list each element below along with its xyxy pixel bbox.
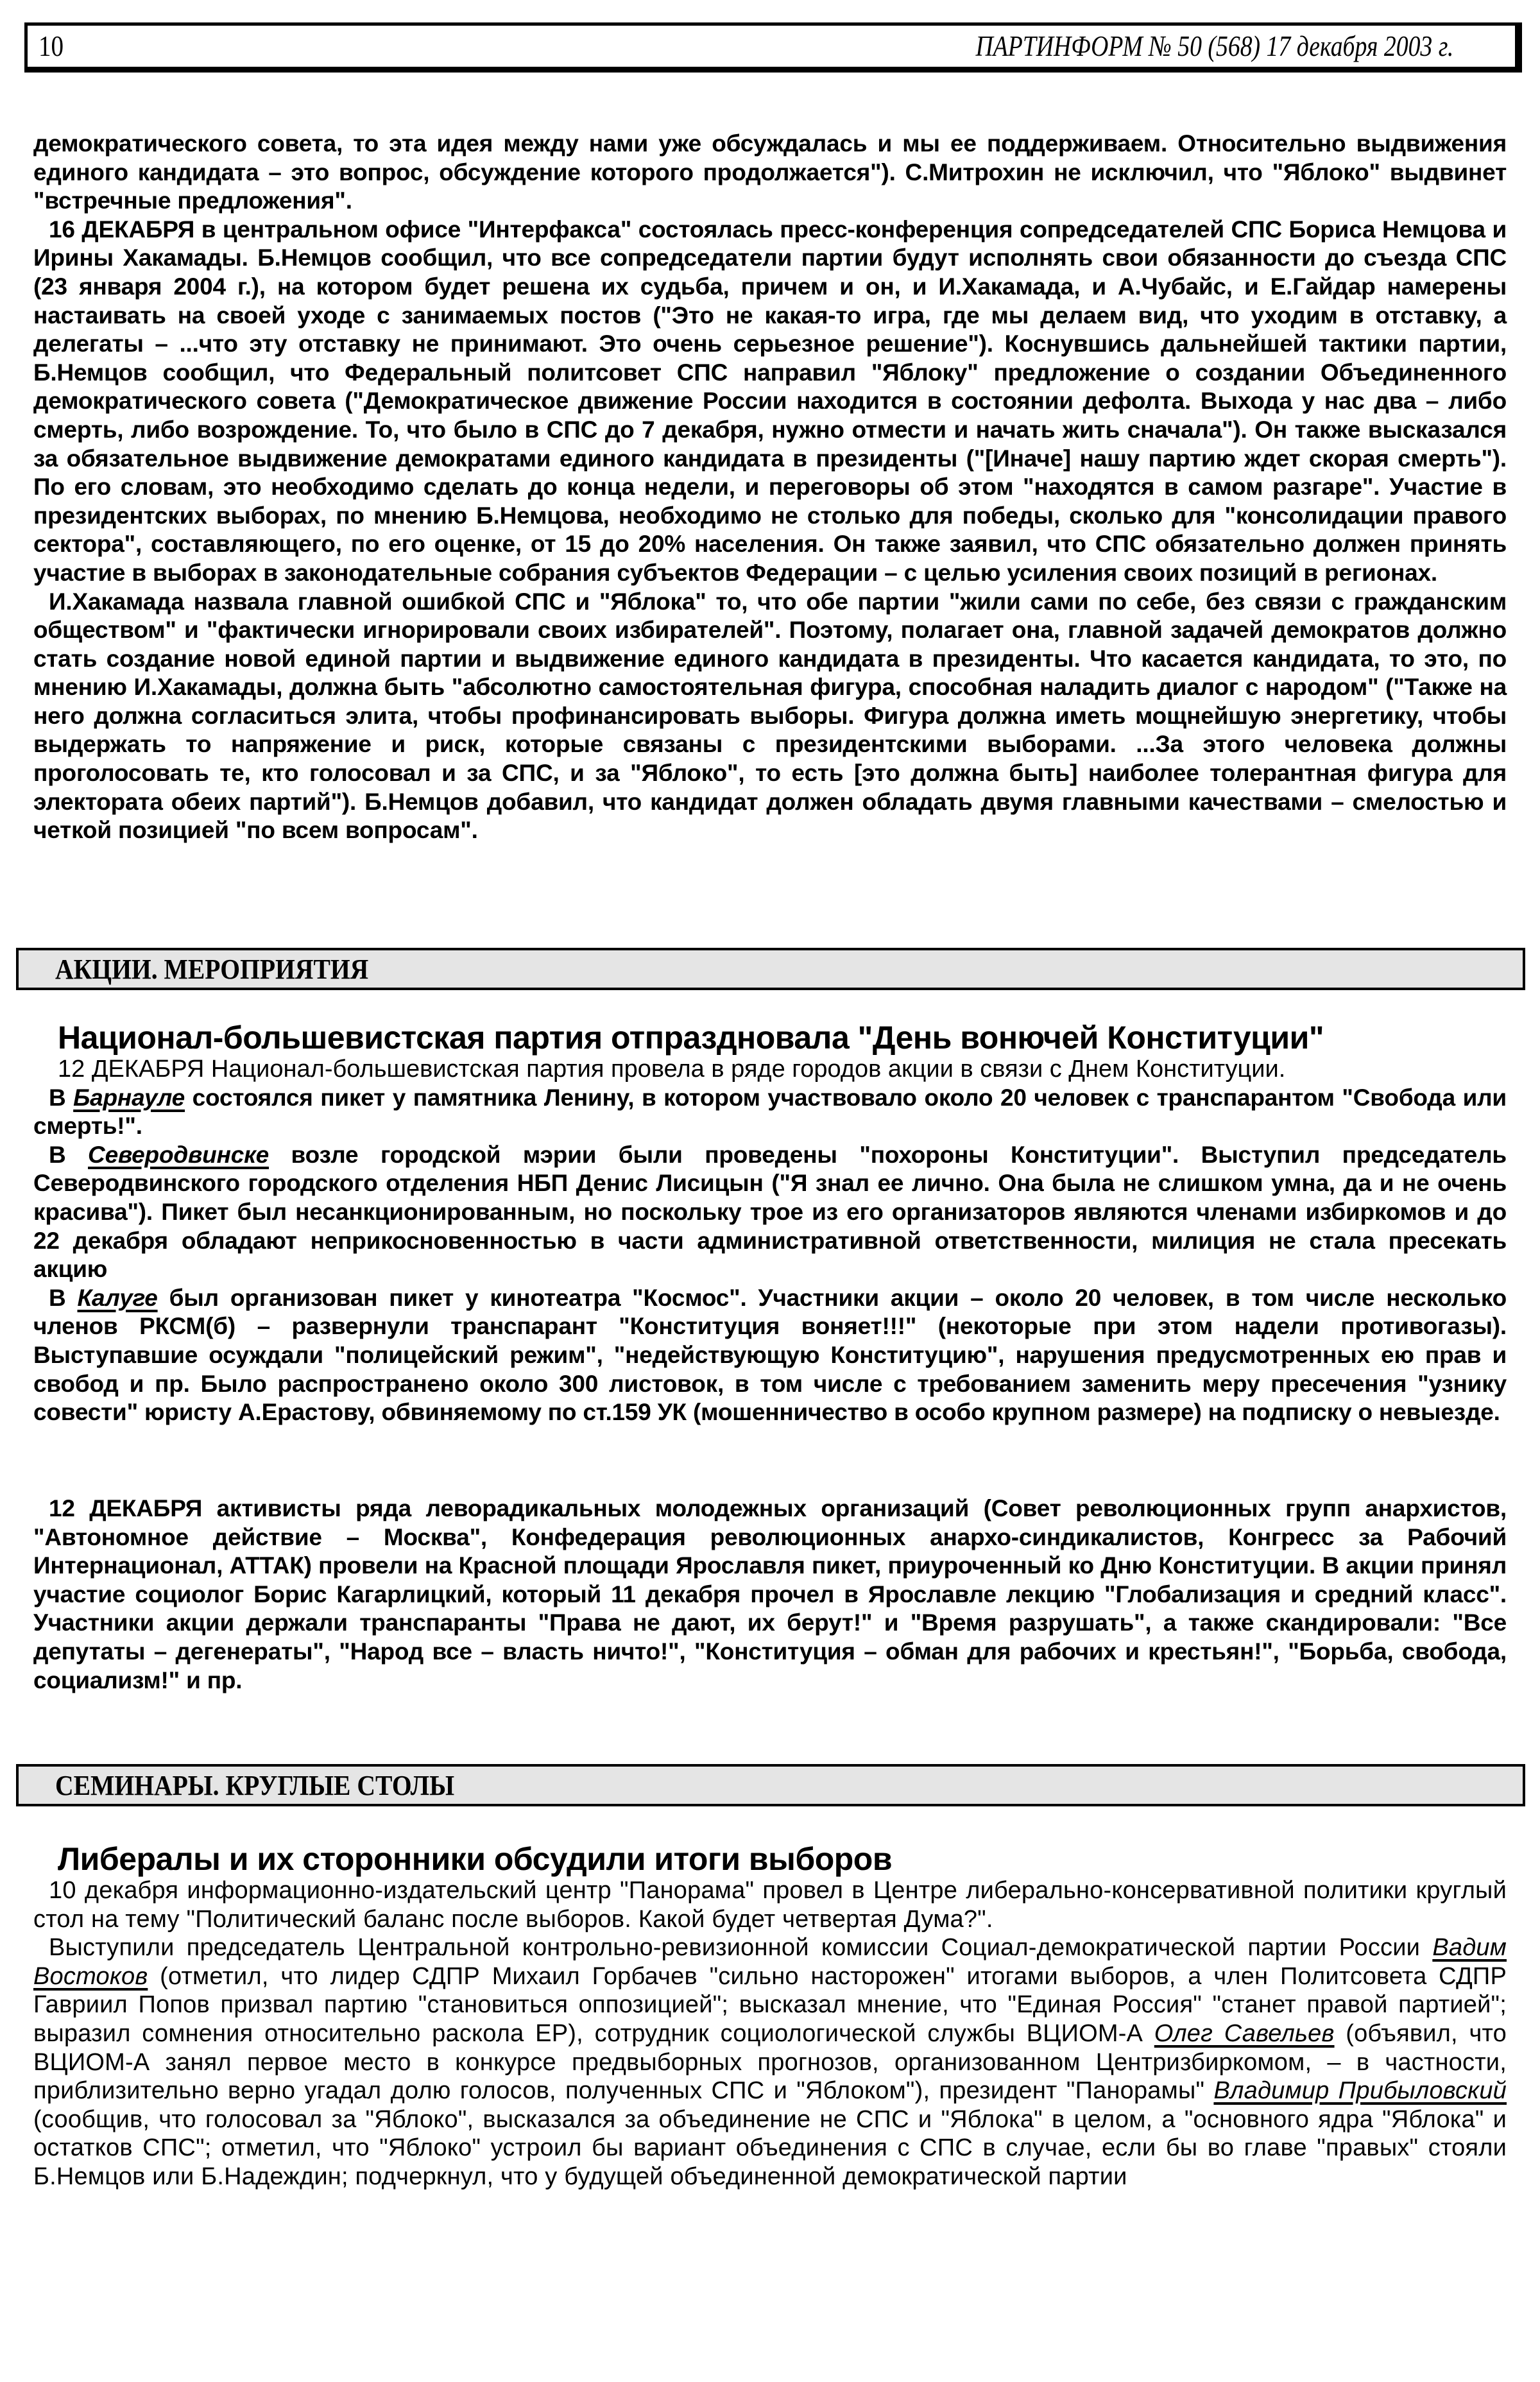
city-link-severodvinsk[interactable]: Северодвинске xyxy=(88,1141,270,1168)
article-lead: 12 ДЕКАБРЯ Национал-большевистская партия провела в ряде городов акции в связи с Днем Конституции. xyxy=(58,1056,1286,1083)
intro-paragraph-2: 16 ДЕКАБРЯ в центральном офисе "Интерфакса" состоялась пресс-конференция сопредседателей СПС Бориса Немцова и Ирины Хакамады. Б.Немцов сообщил, что все сопредседатели партии будут исполнять свои обязанности до съезда СПС (23 января 2004 г.), на котором будет решена их судьба, причем и он, и И.Хакамада, и А.Чубайс, и Е.Гайдар намерены настаивать на своей уходе с занимаемых постов ("Это не какая-то игра, где мы делаем вид, что уходим в отставку, а делегаты – ...что эту отставку не принимают. Это очень серьезное решение"). Коснувшись дальнейшей тактики партии, Б.Немцов сообщил, что Федеральный политсовет СПС направил "Яблоку" предложение о создании Объединенного демократического совета ("Демократическое движение России находится в состоянии дефолта. Выхода у нас два – либо смерть, либо возрождение. То, что было в СПС до 7 декабря, нужно отмести и начать жить сначала"). Он также высказался за обязательное выдвижение демократами единого кандидата в президенты ("[Иначе] нашу партию ждет скорая смерть"). По его словам, это необходимо сделать до конца недели, и переговоры об этом "находятся в самом разгаре". Участие в президентских выборах, по мнению Б.Немцова, необходимо не столько для победы, сколько для "консолидации правого сектора", составляющего, по его оценке, от 15 до 20% населения. Он также заявил, что СПС обязательно должен принять участие в выборах в законодательные собрания субъектов Федерации – с целью усиления своих позиций в регионах. xyxy=(33,216,1507,586)
intro-paragraph-3: И.Хакамада назвала главной ошибкой СПС и "Яблока" то, что обе партии "жили сами по себе, без связи с гражданским обществом" и "фактически игнорировали своих избирателей". Поэтому, полагает она, главной задачей демократов должно стать создание новой единой партии и выдвижение единого кандидата в президенты. Что касается кандидата, то это, по мнению И.Хакамады, должна быть "абсолютно самостоятельная фигура, способная наладить диалог с народом" ("Также на него должна согласиться элита, чтобы профинансировать выборы. Фигура должна иметь мощнейшую энергетику, чтобы выдержать то напряжение и риск, которые связаны с президентскими выборами. ...За этого человека должны проголосовать те, кто голосовал и за СПС, и за "Яблоко", то есть [это должна быть] наиболее толерантная фигура для электората обеих партий"). Б.Немцов добавил, что кандидат должен обладать двумя главными качествами – смелостью и четкой позицией "по всем вопросам". xyxy=(33,588,1507,844)
city-link-barnaul[interactable]: Барнауле xyxy=(73,1084,185,1111)
article-body xyxy=(33,1933,1507,2191)
article-paragraph-barnaul xyxy=(33,1084,1507,1141)
article-paragraph-severodvinsk xyxy=(33,1141,1507,1284)
section-header-actions xyxy=(16,948,1525,990)
person-link-vostokov[interactable]: Вадим Востоков xyxy=(33,1934,1507,1990)
paragraph-prefix: В xyxy=(49,1284,78,1311)
paragraph-prefix: В xyxy=(49,1141,89,1168)
body-text: (сообщив, что голосовал за "Яблоко", высказался за объединение не СПС и "Яблока" в целом, а "основного ядра "Яблока" и остатков СПС"; отметил, что "Яблоко" устроил бы вариант объединения с СПС в случае, если бы во главе "правых" стояли Б.Немцов или Б.Надеждин; подчеркнул, что у будущей объединенной демократической партии xyxy=(33,2105,1507,2190)
paragraph-text: состоялся пикет у памятника Ленину, в котором участвовало около 20 человек с транспарантом "Свобода или смерть!". xyxy=(33,1084,1507,1140)
paragraph-text: возле городской мэрии были проведены "похороны Конституции". Выступил председатель Северодвинского городского отделения НБП Денис Лисицын ("Я знал ее лично. Она была не слишком умна, да и не очень красива"). Пикет был несанкционированным, но поскольку трое из его организаторов являются членами избиркомов и до 22 декабря обладают неприкосновенностью в части административной ответственности, милиция не стала пресекать акцию xyxy=(33,1141,1507,1283)
body-text: Выступили председатель Центральной контрольно-ревизионной комиссии Социал-демократической партии России xyxy=(49,1934,1433,1962)
section-title: АКЦИИ. МЕРОПРИЯТИЯ xyxy=(55,954,369,985)
intro-paragraph-1: демократического совета, то эта идея между нами уже обсуждалась и мы ее поддерживаем. Относительно выдвижения единого кандидата – это вопрос, обсуждение которого продолжается"). С.Митрохин не исключил, что "Яблоко" выдвинет "встречные предложения". xyxy=(33,130,1507,214)
section-title: СЕМИНАРЫ. КРУГЛЫЕ СТОЛЫ xyxy=(55,1770,455,1801)
article-lead: 10 декабря информационно-издательский центр "Панорама" провел в Центре либерально-консервативной политики круглый стол на тему "Политический баланс после выборов. Какой будет четвертая Дума?". xyxy=(33,1877,1507,1933)
article-headline: Либералы и их сторонники обсудили итоги выборов xyxy=(58,1841,893,1877)
page-header xyxy=(24,22,1522,73)
article-headline: Национал-большевистская партия отпраздновала "День вонючей Конституции" xyxy=(58,1020,1324,1056)
section-header-seminars xyxy=(16,1764,1525,1806)
body-text: (отметил, что лидер СДПР Михаил Горбачев "сильно насторожен" итогами выборов, а член Политсовета СДПР Гавриил Попов призвал партию "становиться оппозицией"; высказал мнение, что "Единая Россия" "станет правой партией"; выразил сомнения относительно раскола ЕР), сотрудник социологической службы ВЦИОМ-А xyxy=(33,1962,1507,2047)
article-nbp xyxy=(33,1020,1507,1427)
article-yaroslavl xyxy=(33,1495,1507,1695)
page-number: 10 xyxy=(38,30,64,62)
intro-block xyxy=(33,130,1507,845)
paragraph-prefix: В xyxy=(49,1084,74,1111)
city-link-kaluga[interactable]: Калуге xyxy=(77,1284,158,1311)
person-link-savelyev[interactable]: Олег Савельев xyxy=(1154,2019,1335,2047)
article-liberals xyxy=(33,1842,1507,2191)
issue-info: ПАРТИНФОРМ № 50 (568) 17 декабря 2003 г. xyxy=(975,30,1453,62)
article-paragraph-yaroslavl: 12 ДЕКАБРЯ активисты ряда леворадикальных молодежных организаций (Совет революционных групп анархистов, "Автономное действие – Москва", Конфедерация революционных анархо-синдикалистов, Конгресс за Рабочий Интернационал, АТТАК) провели на Красной площади Ярославля пикет, приуроченный ко Дню Конституции. В акции принял участие социолог Борис Кагарлицкий, который 11 декабря прочел в Ярославле лекцию "Глобализация и средний класс". Участники акции держали транспаранты "Права не дают, их берут!" и "Время разрушать", а также скандировали: "Все депутаты – дегенераты", "Народ все – власть ничто!", "Конституция – обман для рабочих и крестьян!", "Борьба, свобода, социализм!" и пр. xyxy=(33,1495,1507,1693)
article-paragraph-kaluga xyxy=(33,1284,1507,1427)
paragraph-text: был организован пикет у кинотеатра "Космос". Участники акции – около 20 человек, в том числе несколько членов РКСМ(б) – развернули транспарант "Конституция воняет!!!" (некоторые при этом надели противогазы). Выступавшие осуждали "полицейский режим", "недействующую Конституцию", нарушения предусмотренных ею прав и свобод и пр. Было распространено около 300 листовок, в том числе с требованием заменить меру пресечения "узнику совести" юристу А.Ерастову, обвиняемому по ст.159 УК (мошенничество в особо крупном размере) на подписку о невыезде. xyxy=(33,1284,1507,1426)
person-link-pribylovsky[interactable]: Владимир Прибыловский xyxy=(1213,2077,1507,2105)
body-text: (объявил, что ВЦИОМ-А занял первое место в конкурсе предвыборных прогнозов, организованном Центризбиркомом, – в частности, приблизительно верно угадал долю голосов, полученных СПС и "Яблоком"), президент "Панорамы" xyxy=(33,2019,1507,2105)
